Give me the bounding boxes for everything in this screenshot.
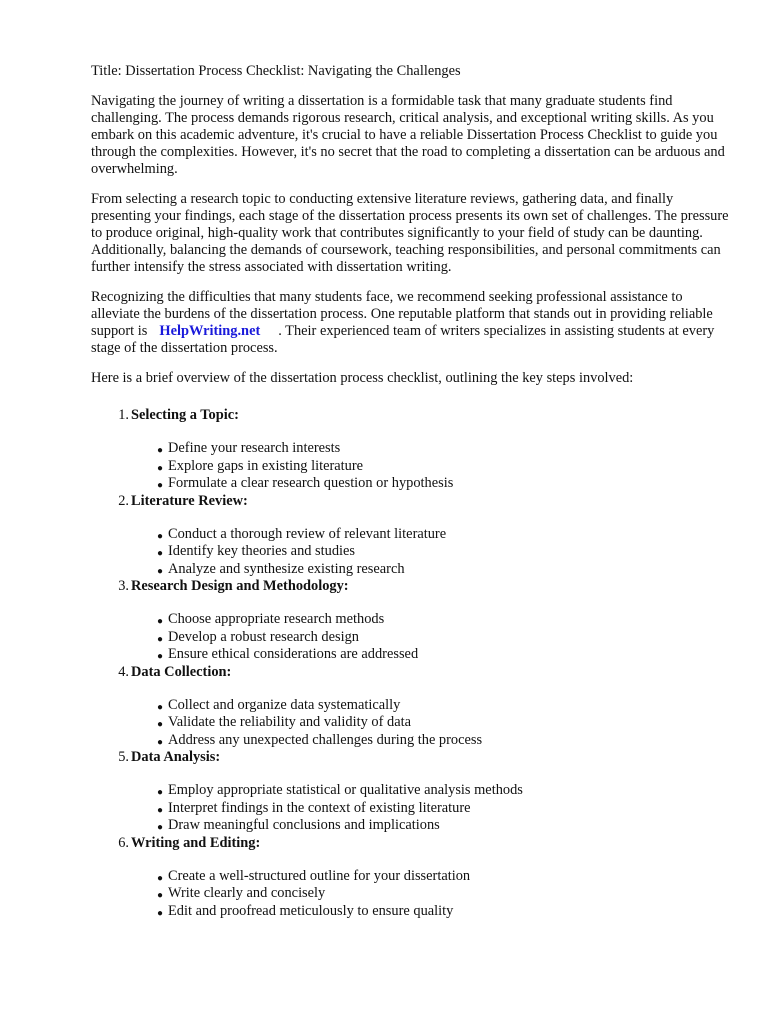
checklist-step	[91, 407, 731, 493]
step-task-list	[91, 611, 731, 664]
list-item-text: Develop a robust research design	[168, 628, 360, 645]
helpwriting-link[interactable]: HelpWriting.net	[159, 323, 261, 339]
step-title: Data Collection:	[131, 663, 232, 680]
list-item	[157, 782, 731, 800]
recommendation-text-before: Recognizing the difficulties that many students face, we recommend seeking professional assistance to alleviate the burdens of the dissertation process. One reputable platform that stands out in providing reliable support is	[91, 289, 713, 339]
list-item-text: Analyze and synthesize existing research	[168, 560, 405, 577]
bullet-icon: ●	[157, 804, 164, 816]
checklist-step	[91, 835, 731, 921]
document-page	[91, 63, 731, 920]
list-item	[157, 440, 731, 458]
list-item	[157, 885, 731, 903]
step-task-list	[91, 868, 731, 921]
step-heading	[91, 407, 731, 424]
step-title: Literature Review:	[131, 492, 248, 509]
step-number: 3.	[118, 578, 129, 594]
list-item-text: Interpret findings in the context of existing literature	[168, 799, 471, 816]
list-item-text: Write clearly and concisely	[168, 885, 326, 901]
bullet-icon: ●	[157, 736, 164, 748]
document-title: Title: Dissertation Process Checklist: Navigating the Challenges	[91, 63, 461, 79]
recommendation-paragraph	[91, 289, 731, 357]
list-item	[157, 903, 731, 921]
list-item-text: Ensure ethical considerations are addressed	[168, 646, 419, 662]
bullet-icon: ●	[157, 530, 164, 542]
list-item	[157, 629, 731, 647]
list-item	[157, 817, 731, 835]
bullet-icon: ●	[157, 719, 164, 730]
bullet-icon: ●	[157, 548, 164, 559]
list-item-text: Conduct a thorough review of relevant literature	[168, 525, 447, 542]
bullet-icon: ●	[157, 462, 164, 474]
checklist-step	[91, 749, 731, 835]
checklist-step	[91, 664, 731, 750]
bullet-icon: ●	[157, 822, 164, 833]
intro-paragraph: Navigating the journey of writing a dissertation is a formidable task that many graduate students find challenging. The process demands rigorous research, critical analysis, and exceptional writing skills. As you embark on this academic adventure, it's crucial to have a reliable Dissertation Process Checklist to guide you through the complexities. However, it's no secret that the road to completing a dissertation can be arduous and overwhelming.	[91, 93, 725, 177]
step-task-list	[91, 526, 731, 579]
list-item	[157, 611, 731, 629]
bullet-icon: ●	[157, 616, 164, 627]
recommendation-text-after: . Their experienced team of writers specializes in assisting students at every stage of the dissertation process.	[91, 323, 715, 356]
list-item	[157, 800, 731, 818]
list-item-text: Define your research interests	[168, 440, 341, 456]
list-item-text: Formulate a clear research question or hypothesis	[168, 475, 454, 491]
step-heading	[91, 493, 731, 510]
step-heading	[91, 664, 731, 681]
list-item-text: Address any unexpected challenges during the process	[168, 731, 483, 748]
step-number: 1.	[118, 407, 129, 423]
list-item	[157, 561, 731, 579]
step-task-list	[91, 782, 731, 835]
list-item	[157, 714, 731, 732]
list-item-text: Explore gaps in existing literature	[168, 457, 364, 474]
bullet-icon: ●	[157, 445, 164, 456]
bullet-icon: ●	[157, 633, 164, 645]
step-task-list	[91, 697, 731, 750]
step-title: Data Analysis:	[131, 749, 221, 765]
list-item	[157, 526, 731, 544]
bullet-icon: ●	[157, 787, 164, 798]
list-item	[157, 543, 731, 561]
step-number: 2.	[118, 492, 129, 509]
list-item-text: Validate the reliability and validity of data	[168, 714, 411, 730]
bullet-icon: ●	[157, 480, 164, 491]
list-item	[157, 458, 731, 476]
checklist-steps	[91, 407, 731, 920]
list-item	[157, 697, 731, 715]
step-number: 5.	[118, 749, 129, 765]
step-number: 4.	[118, 663, 129, 680]
list-item-text: Draw meaningful conclusions and implications	[168, 817, 440, 833]
list-item-text: Choose appropriate research methods	[168, 611, 385, 627]
bullet-icon: ●	[157, 565, 164, 577]
step-title: Selecting a Topic:	[131, 407, 239, 423]
list-item-text: Create a well-structured outline for your dissertation	[168, 867, 471, 884]
bullet-icon: ●	[157, 890, 164, 901]
list-item	[157, 732, 731, 750]
step-title: Research Design and Methodology:	[131, 578, 349, 594]
bullet-icon: ●	[157, 872, 164, 884]
list-item	[157, 475, 731, 493]
step-heading	[91, 578, 731, 595]
list-item-text: Collect and organize data systematically	[168, 696, 401, 713]
list-item-text: Identify key theories and studies	[168, 543, 356, 559]
list-item	[157, 646, 731, 664]
checklist-step	[91, 578, 731, 664]
step-heading	[91, 749, 731, 766]
step-title: Writing and Editing:	[131, 834, 261, 851]
list-item	[157, 868, 731, 886]
bullet-icon: ●	[157, 651, 164, 662]
step-task-list	[91, 440, 731, 493]
step-heading	[91, 835, 731, 852]
checklist-step	[91, 493, 731, 579]
challenges-paragraph: From selecting a research topic to conducting extensive literature reviews, gathering data, and finally presenting your findings, each stage of the dissertation process presents its own set of challenges. The pressure to produce original, high-quality work that contributes significantly to your field of study can be daunting. Additionally, balancing the demands of coursework, teaching responsibilities, and personal commitments can further intensify the stress associated with dissertation writing.	[91, 191, 729, 275]
step-number: 6.	[118, 834, 129, 851]
bullet-icon: ●	[157, 701, 164, 713]
bullet-icon: ●	[157, 907, 164, 919]
overview-paragraph: Here is a brief overview of the dissertation process checklist, outlining the key steps involved:	[91, 370, 634, 386]
list-item-text: Employ appropriate statistical or qualitative analysis methods	[168, 782, 523, 798]
list-item-text: Edit and proofread meticulously to ensure quality	[168, 902, 454, 919]
